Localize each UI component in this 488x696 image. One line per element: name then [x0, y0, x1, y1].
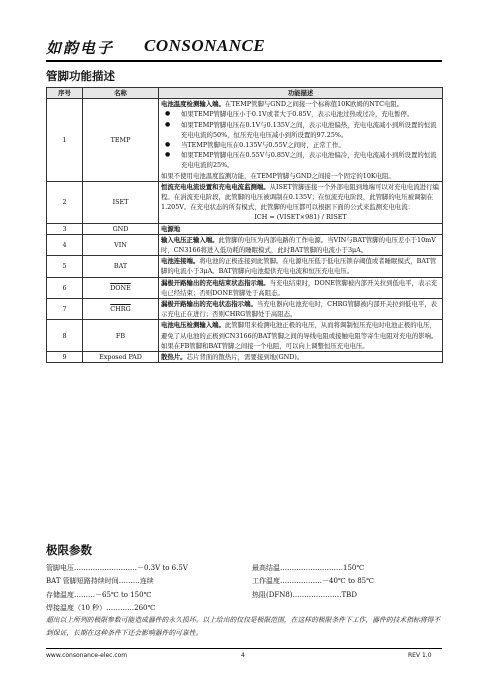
brand-chinese-name: 如韵电子	[46, 39, 115, 57]
footer-rule	[46, 648, 442, 649]
table-row	[47, 352, 443, 363]
pin-description	[159, 234, 443, 255]
pin-number: 6	[47, 277, 83, 298]
pin-desc-lead: 输入电压正输入端。	[161, 235, 219, 244]
pin-name: TEMP	[83, 99, 159, 182]
pin-description	[159, 320, 443, 352]
charge-current-formula: ICH = (VISET×981) / RISET	[254, 213, 347, 222]
col-header-name: 名称	[83, 88, 159, 99]
table-row	[47, 234, 443, 255]
list-item: ● 如果TEMP管脚电压在0.1V与0.135V之间，表示电池偏热，充电电流减小到所设置的恒流充电电流的50%，恒压充电电压减小到所设置的97.25%。	[181, 120, 440, 140]
footer-revision: REV 1.0	[408, 652, 432, 659]
pin-name: FB	[83, 320, 159, 352]
pin-desc-lead: 散热片。	[161, 353, 187, 362]
pin-desc-text: 将电池的正极连接到此管脚。在电源电压低于低电压锁存阈值或者睡眠模式，BAT管脚的电流小于3μA。BAT管脚向电池提供充电电流和恒压充电电压。	[161, 257, 437, 276]
page-header	[46, 34, 442, 58]
brand-english-name: CONSONANCE	[144, 36, 266, 55]
list-item: ● 当TEMP管脚电压在0.135V与0.55V之间时，正常工作。	[181, 140, 440, 150]
pin-name: Exposed PAD	[83, 352, 159, 363]
bullet-list	[161, 109, 440, 170]
pin-desc-text: 此管脚用来检测电池正极的电压，从而将调制恒压充电时电池正极的电压，避免了从电池的正极到CN3166的BAT管脚之间的导线电阻或接触电阻等寄生电阻对充电的影响。如果在FB管脚和BAT管脚之间接一个电阻，可以向上调整恒压充电电压。	[161, 321, 438, 350]
pin-number: 7	[47, 299, 83, 320]
table-row	[47, 299, 443, 320]
pin-desc-lead: 电源地	[161, 224, 181, 233]
pin-name: BAT	[83, 256, 159, 277]
col-header-desc: 功能描述	[159, 88, 443, 99]
pin-number: 5	[47, 256, 83, 277]
pin-desc-lead: 恒流充电电流设置和充电电流监测端。	[161, 182, 270, 191]
pin-description	[159, 352, 443, 363]
pin-description	[159, 299, 443, 320]
pin-name: VIN	[83, 234, 159, 255]
pin-description	[159, 99, 443, 182]
pin-desc-lead: 电池电压检测输入端。	[161, 321, 225, 330]
table-row	[47, 256, 443, 277]
pin-number: 8	[47, 320, 83, 352]
limits-warning-note: 超出以上所列的极限参数可能造成器件的永久损坏。以上给出的仅仅是极限范围，在这样的极限条件下工作，器件的技术指标将得不到保证，长期在这种条件下还会影响器件的可靠性。	[46, 616, 441, 638]
table-row	[47, 277, 443, 298]
pin-desc-tail: 如果不使用电池温度监测功能，在TEMP管脚与GND之间接一个固定的10K电阻。	[161, 171, 395, 180]
pin-description	[159, 223, 443, 234]
rating-item: 热阻(DFN8)…………………TBD	[252, 590, 357, 599]
pin-desc-text: 当充电结束时，DONE管脚被内部开关拉到低电平，表示充电已经结束；否则DONE管脚处于高阻态。	[161, 278, 438, 297]
pin-desc-lead: 漏极开路输出的充电状态指示端。	[161, 300, 257, 309]
pin-name: ISET	[83, 181, 159, 223]
pin-desc-text: 从ISET管脚连接一个外部电阻到地端可以对充电电流进行编程。在涓流充电阶段，此管脚的电压被调制在0.135V；在恒流充电阶段，此管脚的电压被调制在1.205V。在充电状态的所有模式，此管脚的电压都可以根据下面的公式来监测充电电流：	[161, 182, 439, 212]
table-row	[47, 99, 443, 182]
pin-desc-lead: 电池连接端。	[161, 257, 200, 266]
footer-page-number: 4	[241, 652, 245, 659]
pin-section-title: 管脚功能描述	[46, 69, 115, 83]
table-header-row	[47, 88, 443, 99]
pin-number: 4	[47, 234, 83, 255]
pin-number: 3	[47, 223, 83, 234]
pin-desc-lead: 漏极开路输出的充电结束状态指示端。	[161, 278, 270, 287]
pin-name: GND	[83, 223, 159, 234]
table-row	[47, 320, 443, 352]
rating-item: 最高结温………………………150℃	[252, 564, 365, 572]
pin-name: CHRG	[83, 299, 159, 320]
pin-description	[159, 277, 443, 298]
rating-item: 管脚电压………………………－0.3V to 6.5V	[46, 564, 188, 572]
footer-website-link[interactable]: www.consonance-elec.com	[46, 652, 128, 659]
rating-item: 焊接温度（10 秒）…………260℃	[46, 604, 156, 613]
pin-desc-text: 芯片背面的散热片，需要接到地(GND)。	[186, 353, 304, 362]
table-row	[47, 223, 443, 234]
pin-desc-text: 当充电器向电池充电时，CHRG管脚被内部开关拉到低电平，表示充电正在进行；否则CHRG管脚处于高阻态。	[161, 300, 438, 319]
rating-item: 存储温度………－65℃ to 150℃	[46, 590, 152, 599]
rating-item: 工作温度………………－40℃ to 85℃	[252, 577, 374, 586]
list-item: ● 如果TEMP管脚电压在0.55V与0.85V之间，表示电池偏冷，充电电流减小到所设置的恒流充电电流的25%。	[181, 150, 440, 170]
col-header-no: 序号	[47, 88, 83, 99]
pin-description	[159, 181, 443, 223]
pin-number: 2	[47, 181, 83, 223]
list-item: ● 如果TEMP管脚电压小于0.1V或者大于0.85V，表示电池过热或过冷，充电暂停。	[181, 109, 440, 119]
ratings-left-column	[46, 562, 188, 616]
rating-item: BAT 管脚短路持续时间………连续	[46, 577, 154, 586]
limits-section-title: 极限参数	[46, 543, 92, 557]
ratings-right-column	[252, 562, 374, 602]
pin-desc-lead: 电池温度检测输入端。	[161, 100, 225, 109]
pin-number: 9	[47, 352, 83, 363]
table-row	[47, 181, 443, 223]
pin-desc-text: 此管脚的电压为内部电路的工作电源。当VIN与BAT管脚的电压差小于10mV时，CN3166将进入低功耗的睡眠模式，此时BAT管脚的电流小于3μA。	[161, 235, 436, 255]
header-rule	[46, 60, 442, 62]
pin-function-table	[46, 87, 443, 363]
pin-number: 1	[47, 99, 83, 182]
pin-description	[159, 256, 443, 277]
pin-desc-text: 在TEMP管脚与GND之间接一个标称值10K欧姆的NTC电阻。	[224, 100, 404, 109]
pin-name: DONE	[83, 277, 159, 298]
